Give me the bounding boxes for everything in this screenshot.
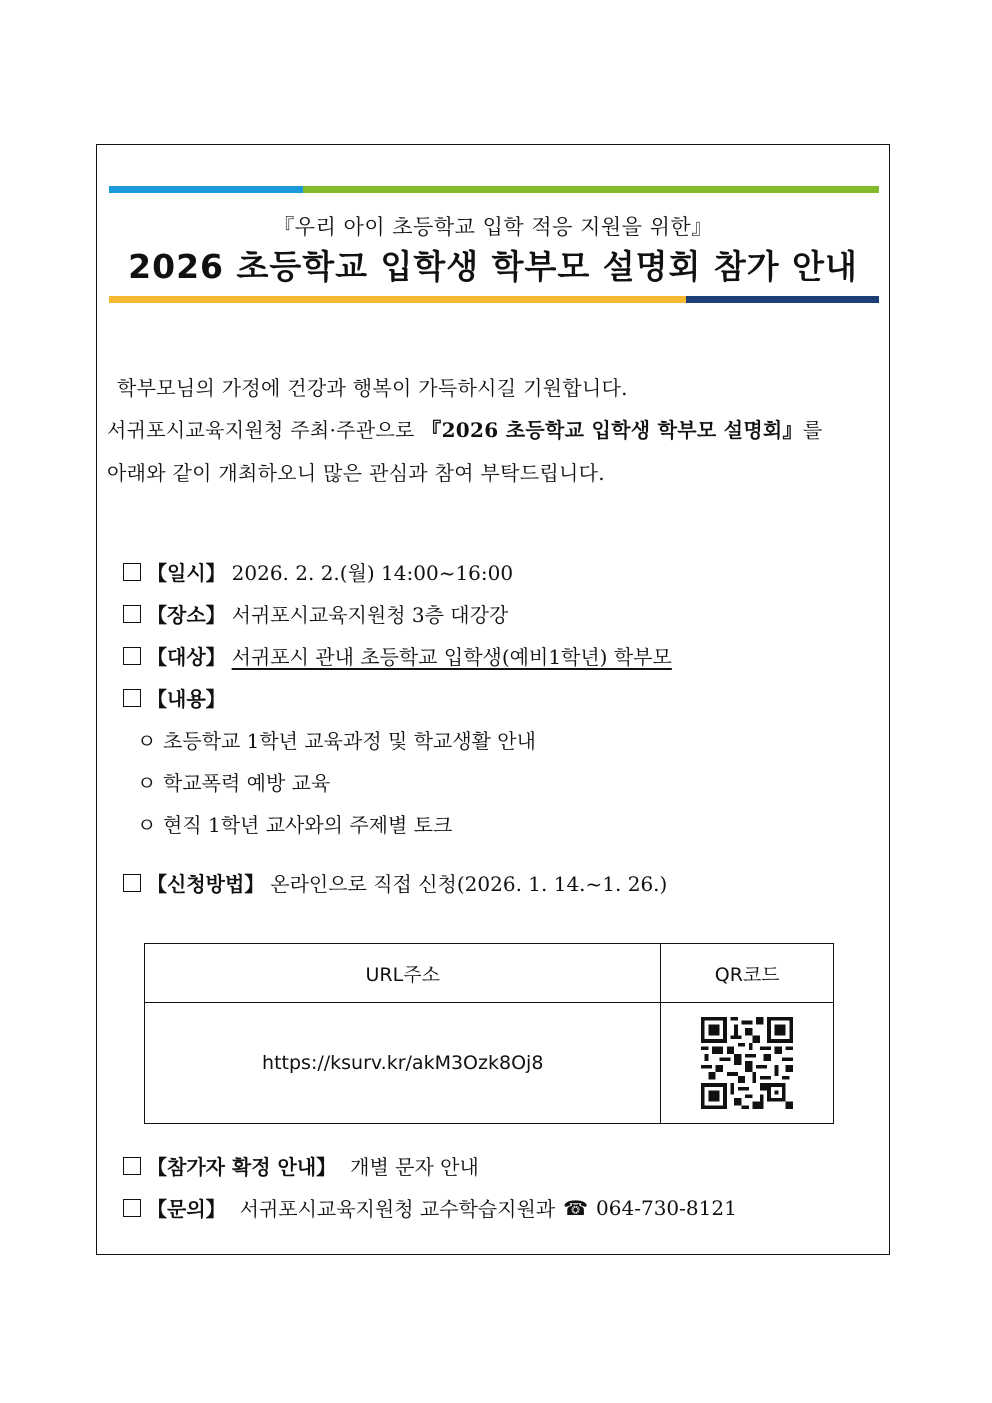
checkbox-icon <box>123 1157 141 1175</box>
intro-line-2: 서귀포시교육지원청 주최·주관으로 『2026 초등학교 입학생 학부모 설명회』를 <box>107 418 823 442</box>
event-name: 『2026 초등학교 입학생 학부모 설명회』 <box>421 418 803 442</box>
table-row <box>145 1003 834 1124</box>
checkbox-icon <box>123 1199 141 1217</box>
item-apply: 【신청방법】 온라인으로 직접 신청(2026. 1. 14.~1. 26.) <box>123 868 667 897</box>
phone-number: 064-730-8121 <box>596 1195 737 1220</box>
item-contact: 【문의】 서귀포시교육지원청 교수학습지원과 ☎ 064-730-8121 <box>123 1193 737 1222</box>
checkbox-icon <box>123 874 141 892</box>
intro-line-1: 학부모님의 가정에 건강과 행복이 가득하시길 기원합니다. <box>117 376 628 400</box>
checkbox-icon <box>123 647 141 665</box>
apply-table <box>144 943 834 1124</box>
item-confirm: 【참가자 확정 안내】 개별 문자 안내 <box>123 1151 479 1180</box>
url-link[interactable]: https://ksurv.kr/akM3Ozk8Oj8 <box>145 1003 661 1124</box>
intro-line-3: 아래와 같이 개최하오니 많은 관심과 참여 부탁드립니다. <box>107 461 605 485</box>
notice-frame <box>96 144 890 1255</box>
checkbox-icon <box>123 605 141 623</box>
item-content: 【내용】 <box>123 683 232 712</box>
phone-icon: ☎ <box>563 1195 589 1220</box>
qr-code-icon[interactable] <box>701 1017 793 1109</box>
page-title: 2026 초등학교 입학생 학부모 설명회 참가 안내 <box>128 247 858 286</box>
item-place: 【장소】 서귀포시교육지원청 3층 대강강 <box>123 599 508 628</box>
bottom-bar-navy <box>686 296 879 303</box>
checkbox-icon <box>123 563 141 581</box>
qr-code-cell <box>661 1003 834 1124</box>
bottom-bar-yellow <box>109 296 686 303</box>
top-bar-green <box>303 186 879 193</box>
checkbox-icon <box>123 689 141 707</box>
item-target: 【대상】 서귀포시 관내 초등학교 입학생(예비1학년) 학부모 <box>123 641 672 670</box>
qr-header: QR코드 <box>661 944 834 1003</box>
subtitle: 『우리 아이 초등학교 입학 적응 지원을 위한』 <box>273 215 713 239</box>
list-item: ㅇ 학교폭력 예방 교육 <box>137 771 331 795</box>
list-item: ㅇ 초등학교 1학년 교육과정 및 학교생활 안내 <box>137 729 536 753</box>
top-bar-blue <box>109 186 303 193</box>
list-item: ㅇ 현직 1학년 교사와의 주제별 토크 <box>137 813 453 837</box>
item-date: 【일시】 2026. 2. 2.(월) 14:00~16:00 <box>123 557 513 586</box>
url-header: URL주소 <box>145 944 661 1003</box>
table-row <box>145 944 834 1003</box>
